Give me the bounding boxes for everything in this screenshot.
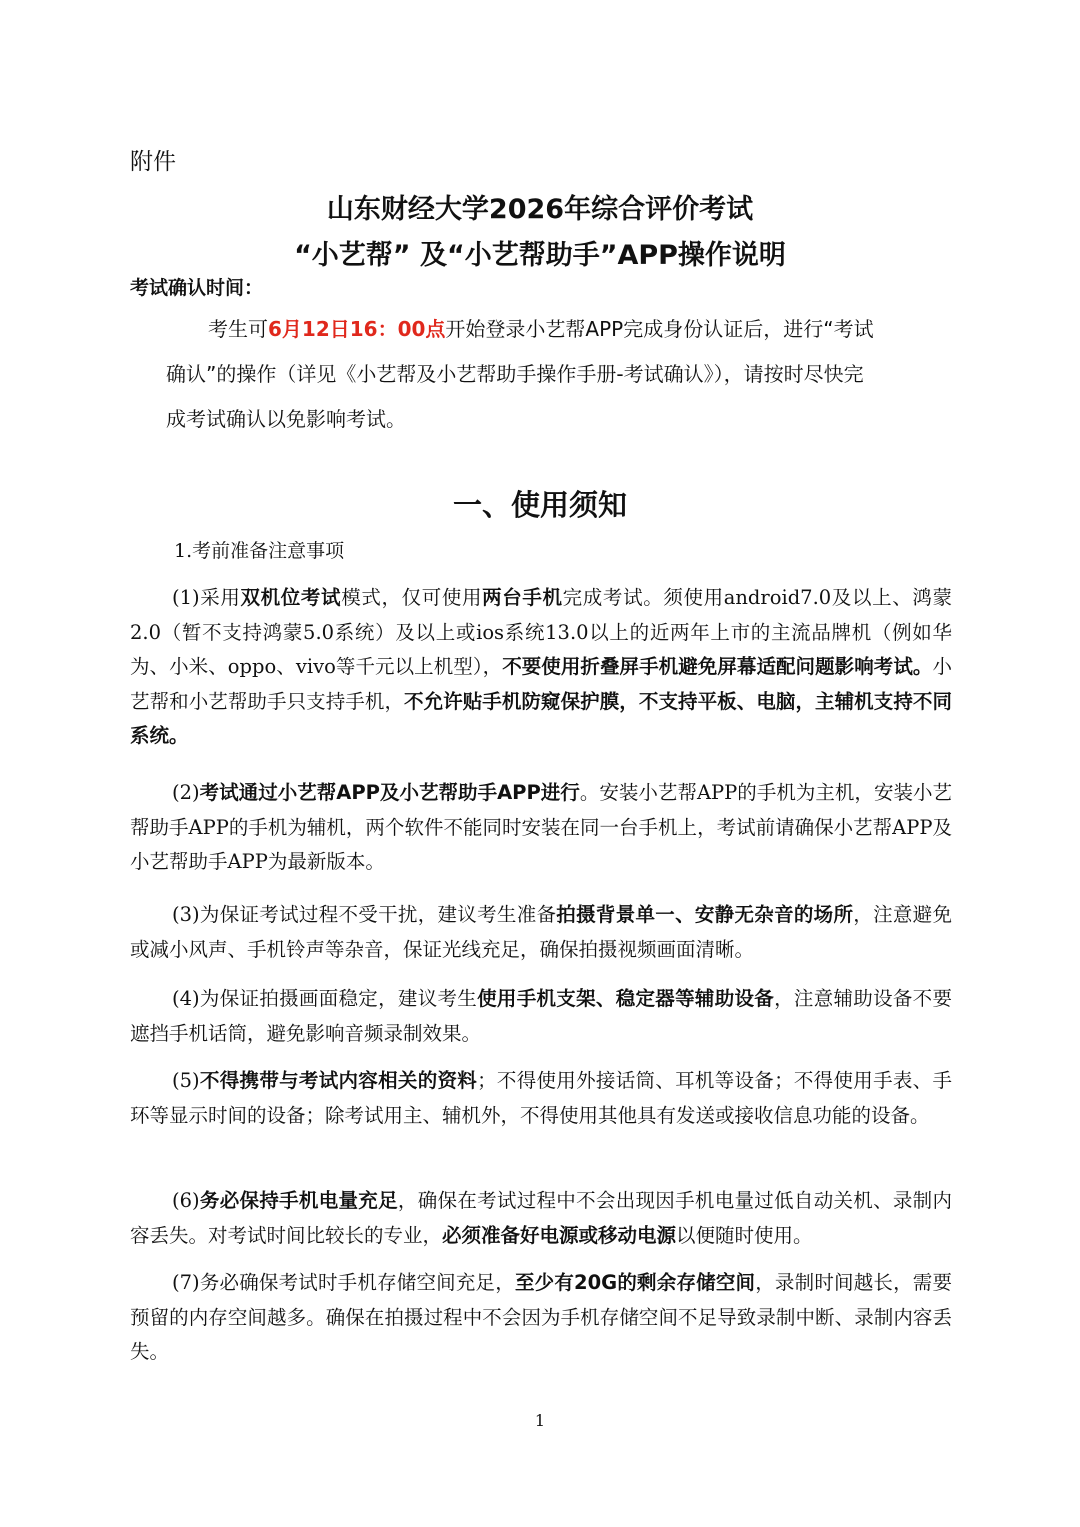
notice-item-3 (130, 898, 952, 967)
confirm-date-highlight: 6月12日16：00点 (268, 317, 446, 341)
bold-text: 拍摄背景单一、安静无杂音的场所 (556, 903, 854, 926)
bold-text: 不要使用折叠屏手机避免屏幕适配问题影响考试。 (502, 655, 933, 678)
text: ，录制时间越长，需要预留的内存空间越多。确保在拍摄过程中不会因为手机存储空间不足导致录制中断、录制内容丢失。 (130, 1271, 952, 1363)
text: ，注意辅助设备不要遮挡手机话筒，避免影响音频录制效果。 (130, 987, 952, 1045)
notice-item-7 (130, 1266, 952, 1370)
document-title-line2: “小艺帮” 及“小艺帮助手”APP操作说明 (294, 240, 786, 271)
confirm-line2: 确认”的操作（详见《小艺帮及小艺帮助手操作手册-考试确认》），请按时尽快完 (166, 362, 864, 386)
text: 模式，仅可使用 (341, 586, 483, 609)
section-heading: 一、使用须知 (452, 488, 627, 522)
text: (6) (172, 1189, 200, 1212)
attachment-label: 附件 (130, 149, 176, 175)
confirm-line1 (166, 307, 966, 352)
bold-text: 不允许贴手机防窥保护膜，不支持平板、电脑，主辅机支持不同系统。 (130, 689, 952, 747)
text: ；不得使用外接话筒、耳机等设备；不得使用手表、手环等显示时间的设备；除考试用主、辅机外，不得使用其他具有发送或接收信息功能的设备。 (130, 1069, 952, 1127)
page-number: 1 (534, 1411, 546, 1430)
confirm-rest1: 开始登录小艺帮APP完成身份认证后，进行“考试 (445, 317, 874, 341)
text: (4)为保证拍摄画面稳定，建议考生 (172, 987, 478, 1010)
text: 。安装小艺帮APP的手机为主机，安装小艺帮助手APP的手机为辅机，两个软件不能同时安装在同一台手机上，考试前请确保小艺帮APP及小艺帮助手APP为最新版本。 (130, 781, 953, 873)
document-title-line1: 山东财经大学2026年综合评价考试 (326, 194, 754, 225)
confirm-line3: 成考试确认以免影响考试。 (166, 407, 406, 431)
bold-text: 至少有20G的剩余存储空间 (514, 1271, 756, 1294)
bold-text: 两台手机 (482, 586, 563, 609)
text: (3)为保证考试过程不受干扰，建议考生准备 (172, 903, 557, 926)
text: (1)采用 (172, 586, 241, 609)
confirm-pre: 考生可 (208, 317, 268, 341)
bold-text: 务必保持手机电量充足 (199, 1189, 398, 1212)
text: ，注意避免或减小风声、手机铃声等杂音，保证光线充足，确保拍摄视频画面清晰。 (130, 903, 952, 961)
text: 小艺帮和小艺帮助手只支持手机， (130, 655, 952, 713)
text: 完成考试。须使用android7.0及以上、鸿蒙2.0（暂不支持鸿蒙5.0系统）及以上或ios系统13.0以上的近两年上市的主流品牌机（例如华为、小米、oppo、vivo等千元以上机型）， (130, 586, 952, 678)
bold-text: 双机位考试 (240, 586, 342, 609)
bold-text: 必须准备好电源或移动电源 (442, 1223, 677, 1247)
notice-item-6 (130, 1184, 952, 1253)
section-subheading: 1.考前准备注意事项 (174, 540, 345, 562)
confirm-time-paragraph (166, 307, 966, 442)
notice-item-1 (130, 581, 952, 754)
notice-item-4 (130, 982, 952, 1051)
text: ，确保在考试过程中不会出现因手机电量过低自动关机、录制内容丢失。对考试时间比较长的专业， (130, 1189, 952, 1247)
confirm-time-label: 考试确认时间： (130, 277, 264, 299)
notice-item-2 (130, 776, 952, 880)
bold-text: 考试通过小艺帮APP及小艺帮助手APP进行 (199, 781, 580, 804)
bold-text: 使用手机支架、稳定器等辅助设备 (477, 987, 775, 1010)
text: (5) (172, 1069, 200, 1092)
text: (7)务必确保考试时手机存储空间充足， (172, 1271, 515, 1294)
text: 以便随时使用。 (676, 1223, 813, 1247)
text: (2) (172, 781, 200, 804)
bold-text: 不得携带与考试内容相关的资料 (199, 1069, 478, 1092)
notice-item-5 (130, 1064, 952, 1133)
